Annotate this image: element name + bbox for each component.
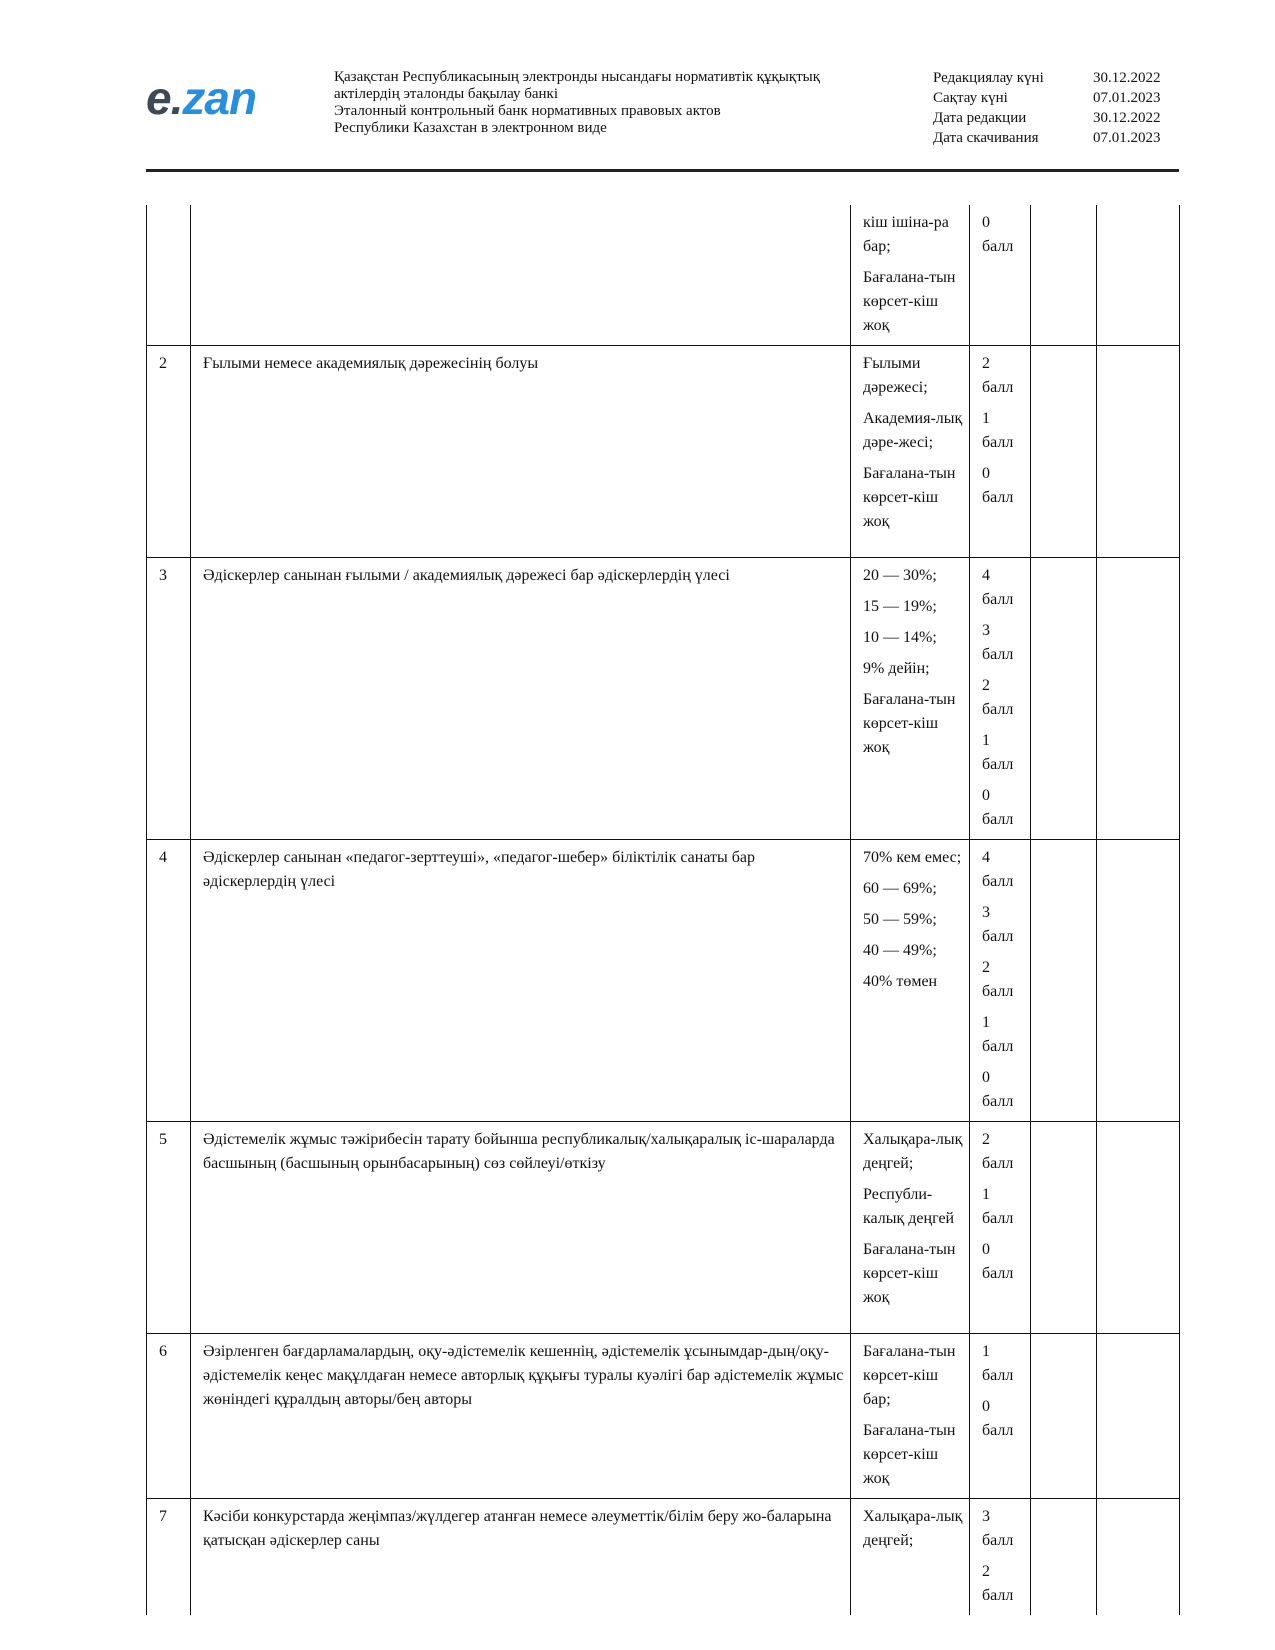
criterion-item: кіш ішіна-ра бар;: [863, 214, 949, 255]
meta-row: [933, 68, 1193, 88]
empty-cell: [1097, 840, 1180, 1122]
criteria-cell: [851, 840, 970, 1122]
indicator-text: Әдіскерлер санынан ғылыми / академиялық дәрежесі бар әдіскерлердің үлесі: [191, 558, 851, 840]
meta-label: Сақтау күні: [933, 90, 1008, 106]
score-item: 0 балл: [982, 465, 1014, 506]
header-title-line: Республики Казахстан в электронном виде: [334, 120, 607, 136]
header-title: [334, 69, 894, 137]
score-item: 4 балл: [982, 567, 1014, 608]
table-row: [147, 205, 1180, 346]
header-title-line: Эталонный контрольный банк нормативных правовых актов: [334, 103, 721, 119]
score-cell: [970, 1334, 1031, 1499]
indicator-text: Әдіскерлер санынан «педагог-зерттеуші», «педагог-шебер» біліктілік санаты бар әдіскерлердің үлесі: [191, 840, 851, 1122]
meta-value: 30.12.2022: [1093, 70, 1161, 86]
table-row: [147, 1334, 1180, 1499]
score-item: 4 балл: [982, 849, 1014, 890]
header-title-line: Қазақстан Республикасының электронды нысандағы нормативтік құқықтық: [334, 69, 821, 85]
score-item: 1 балл: [982, 1343, 1014, 1384]
criterion-item: Бағалана-тын көрсет-кіш жоқ: [863, 691, 956, 756]
meta-row: [933, 88, 1193, 108]
meta-row: [933, 108, 1193, 128]
criterion-item: 40% төмен: [863, 973, 938, 990]
indicator-text: [191, 205, 851, 346]
empty-cell: [1031, 840, 1097, 1122]
criteria-cell: [851, 1122, 970, 1334]
score-cell: [970, 1122, 1031, 1334]
score-cell: [970, 840, 1031, 1122]
score-item: 1 балл: [982, 1014, 1014, 1055]
empty-cell: [1031, 1334, 1097, 1499]
empty-cell: [1097, 1334, 1180, 1499]
empty-cell: [1097, 1499, 1180, 1616]
empty-cell: [1097, 558, 1180, 840]
indicator-text: Әзірленген бағдарламалардың, оқу-әдістемелік кешеннің, әдістемелік ұсынымдар-дың/оқу-әдістемелік кеңес мақұлдаған немесе авторлық құқығы туралы куәлігі бар әдістемелік жұмыс жөніндегі құралдың авторы/бең авторы: [191, 1334, 851, 1499]
score-cell: [970, 1499, 1031, 1616]
score-item: 0 балл: [982, 1398, 1014, 1439]
criteria-cell: [851, 1334, 970, 1499]
meta-label: Дата скачивания: [933, 130, 1039, 146]
indicator-text: Әдістемелік жұмыс тәжірибесін тарату бойынша республикалық/халықаралық іс-шараларда басшының (басшының орынбасарының) сөз сөйлеуі/өткізу: [191, 1122, 851, 1334]
criterion-item: Бағалана-тын көрсет-кіш жоқ: [863, 465, 956, 530]
criterion-item: 70% кем емес;: [863, 849, 962, 866]
criterion-item: Бағалана-тын көрсет-кіш бар;: [863, 1343, 956, 1408]
score-item: 0 балл: [982, 214, 1014, 255]
criterion-item: Ғылыми дәрежесі;: [863, 355, 928, 396]
row-number: 5: [147, 1122, 191, 1334]
table-row: [147, 1122, 1180, 1334]
row-number: [147, 205, 191, 346]
meta-value: 30.12.2022: [1093, 110, 1161, 126]
criterion-item: Халықара-лық деңгей;: [863, 1508, 963, 1549]
criteria-cell: [851, 205, 970, 346]
meta-value: 07.01.2023: [1093, 130, 1161, 146]
score-item: 2 балл: [982, 355, 1014, 396]
table-row: [147, 346, 1180, 558]
criteria-table-body: [147, 205, 1180, 1615]
row-number: 3: [147, 558, 191, 840]
score-cell: [970, 205, 1031, 346]
empty-cell: [1097, 205, 1180, 346]
score-item: 2 балл: [982, 1563, 1014, 1604]
criterion-item: Бағалана-тын көрсет-кіш жоқ: [863, 1241, 956, 1306]
empty-cell: [1097, 1122, 1180, 1334]
criterion-item: 40 — 49%;: [863, 942, 937, 959]
criterion-item: Бағалана-тын көрсет-кіш жоқ: [863, 269, 956, 334]
table-row: [147, 1499, 1180, 1616]
score-item: 3 балл: [982, 622, 1014, 663]
row-number: 2: [147, 346, 191, 558]
criterion-item: Республи-калық деңгей: [863, 1186, 955, 1227]
header-divider: [146, 169, 1179, 172]
score-item: 2 балл: [982, 677, 1014, 718]
meta-value: 07.01.2023: [1093, 90, 1161, 106]
score-item: 0 балл: [982, 1241, 1014, 1282]
score-item: 3 балл: [982, 1508, 1014, 1549]
score-item: 1 балл: [982, 732, 1014, 773]
meta-label: Редакциялау күні: [933, 70, 1044, 86]
criterion-item: Бағалана-тын көрсет-кіш жоқ: [863, 1422, 956, 1487]
criteria-cell: [851, 346, 970, 558]
score-item: 2 балл: [982, 959, 1014, 1000]
empty-cell: [1031, 1122, 1097, 1334]
row-number: 6: [147, 1334, 191, 1499]
empty-cell: [1031, 346, 1097, 558]
header-meta: [933, 68, 1193, 148]
criterion-item: Академия-лық дәре-жесі;: [863, 410, 963, 451]
criterion-item: 20 — 30%;: [863, 567, 937, 584]
indicator-text: Кәсіби конкурстарда жеңімпаз/жүлдегер атанған немесе әлеуметтік/білім беру жо-баларына қатысқан әдіскерлер саны: [191, 1499, 851, 1616]
empty-cell: [1031, 558, 1097, 840]
criterion-item: 50 — 59%;: [863, 911, 937, 928]
ezan-logo: e.zan: [146, 72, 257, 124]
header-title-line: актілердің эталонды бақылау банкі: [334, 86, 558, 102]
score-cell: [970, 558, 1031, 840]
criterion-item: 9% дейін;: [863, 660, 930, 677]
score-item: 3 балл: [982, 904, 1014, 945]
indicator-text: Ғылыми немесе академиялық дәрежесінің болуы: [191, 346, 851, 558]
score-cell: [970, 346, 1031, 558]
criteria-table: [146, 205, 1180, 1615]
table-row: [147, 558, 1180, 840]
empty-cell: [1031, 205, 1097, 346]
meta-row: [933, 128, 1193, 148]
score-item: 1 балл: [982, 410, 1014, 451]
criterion-item: 10 — 14%;: [863, 629, 937, 646]
score-item: 1 балл: [982, 1186, 1014, 1227]
empty-cell: [1097, 346, 1180, 558]
score-item: 0 балл: [982, 1069, 1014, 1110]
score-item: 2 балл: [982, 1131, 1014, 1172]
row-number: 4: [147, 840, 191, 1122]
criteria-cell: [851, 558, 970, 840]
score-item: 0 балл: [982, 787, 1014, 828]
criterion-item: 15 — 19%;: [863, 598, 937, 615]
empty-cell: [1031, 1499, 1097, 1616]
criteria-cell: [851, 1499, 970, 1616]
row-number: 7: [147, 1499, 191, 1616]
meta-label: Дата редакции: [933, 110, 1027, 126]
table-row: [147, 840, 1180, 1122]
criterion-item: 60 — 69%;: [863, 880, 937, 897]
criterion-item: Халықара-лық деңгей;: [863, 1131, 963, 1172]
